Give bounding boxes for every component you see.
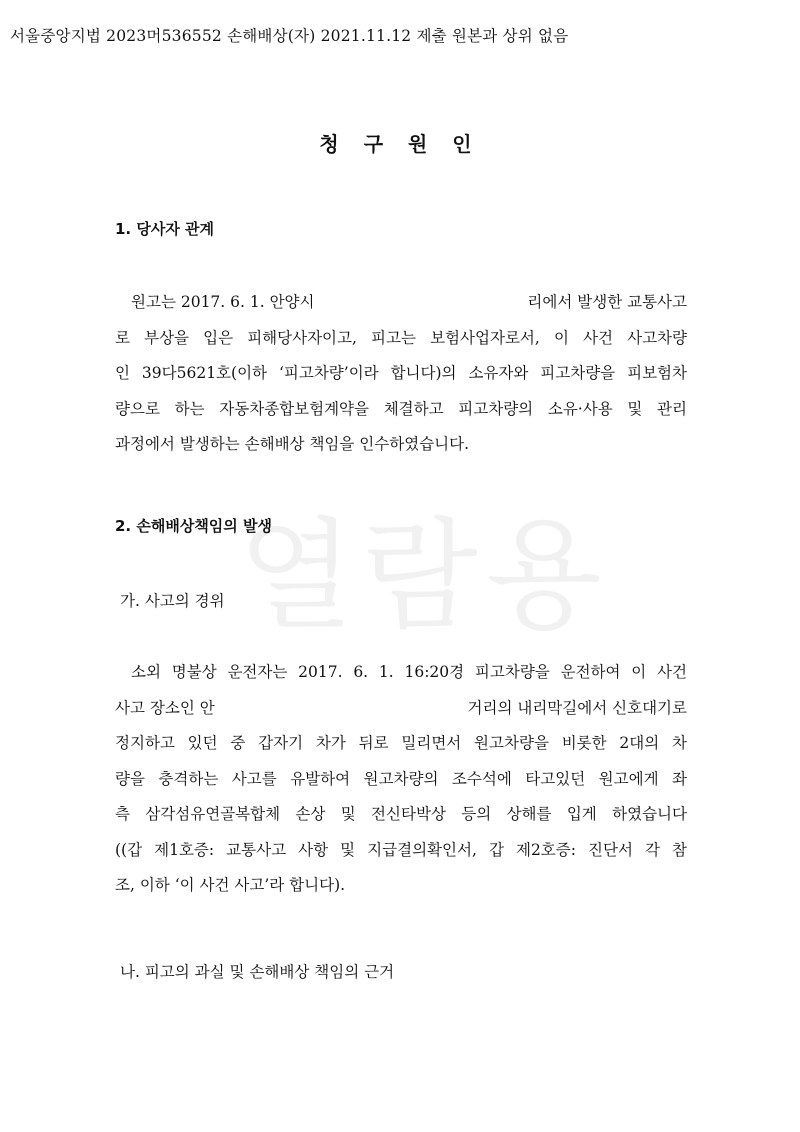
- text-span: 리에서 발생한 교통사고: [527, 293, 687, 311]
- text-span: 원고는 2017. 6. 1. 안양시: [131, 293, 315, 311]
- paragraph-line: [115, 655, 687, 691]
- watermark: 열람용: [238, 507, 610, 646]
- text-span: 거리의 내리막길에서 신호대기로: [467, 698, 687, 717]
- section-heading-liability: 2. 손해배상책임의 발생: [115, 517, 272, 535]
- paragraph-parties: [115, 285, 687, 463]
- text-span: 소외 명불상 운전자는 2017. 6. 1. 16:20경 피고차량을 운전하여 이 사건: [131, 663, 687, 681]
- subheading-negligence: 나. 피고의 과실 및 손해배상 책임의 근거: [120, 963, 395, 981]
- paragraph-line: 량으로 하는 자동차종합보험계약을 체결하고 피고차량의 소유·사용 및 관리: [115, 399, 687, 418]
- paragraph-line: [115, 691, 687, 727]
- subheading-accident-details: 가. 사고의 경위: [120, 592, 225, 610]
- section-heading-parties: 1. 당사자 관계: [115, 220, 215, 238]
- document-title: 청 구 원 인: [319, 132, 481, 156]
- paragraph-line: 량을 충격하는 사고를 유발하여 원고차량의 조수석에 타고있던 원고에게 좌: [115, 769, 687, 788]
- paragraph-line: [115, 285, 687, 321]
- paragraph-line: 로 부상을 입은 피해당사자이고, 피고는 보험사업자로서, 이 사건 사고차량: [115, 328, 687, 347]
- paragraph-line: ((갑 제1호증: 교통사고 사항 및 지급결의확인서, 갑 제2호증: 진단서 각 참: [115, 840, 687, 859]
- paragraph-line: 조, 이하 ‘이 사건 사고’라 합니다).: [115, 876, 346, 894]
- paragraph-accident: [115, 655, 687, 904]
- paragraph-line: 인 39다5621호(이하 ‘피고차량’이라 합니다)의 소유자와 피고차량을 피보험차: [115, 364, 687, 382]
- paragraph-line: 정지하고 있던 중 갑자기 차가 뒤로 밀리면서 원고차량을 비롯한 2대의 차: [115, 734, 687, 752]
- paragraph-line: 과정에서 발생하는 손해배상 책임을 인수하였습니다.: [115, 435, 470, 453]
- text-span: 사고 장소인 안: [115, 698, 215, 717]
- paragraph-line: 측 삼각섬유연골복합체 손상 및 전신타박상 등의 상해를 입게 하였습니다: [115, 805, 687, 823]
- court-header: 서울중앙지법 2023머536552 손해배상(자) 2021.11.12 제출 원본과 상위 없음: [10, 27, 569, 45]
